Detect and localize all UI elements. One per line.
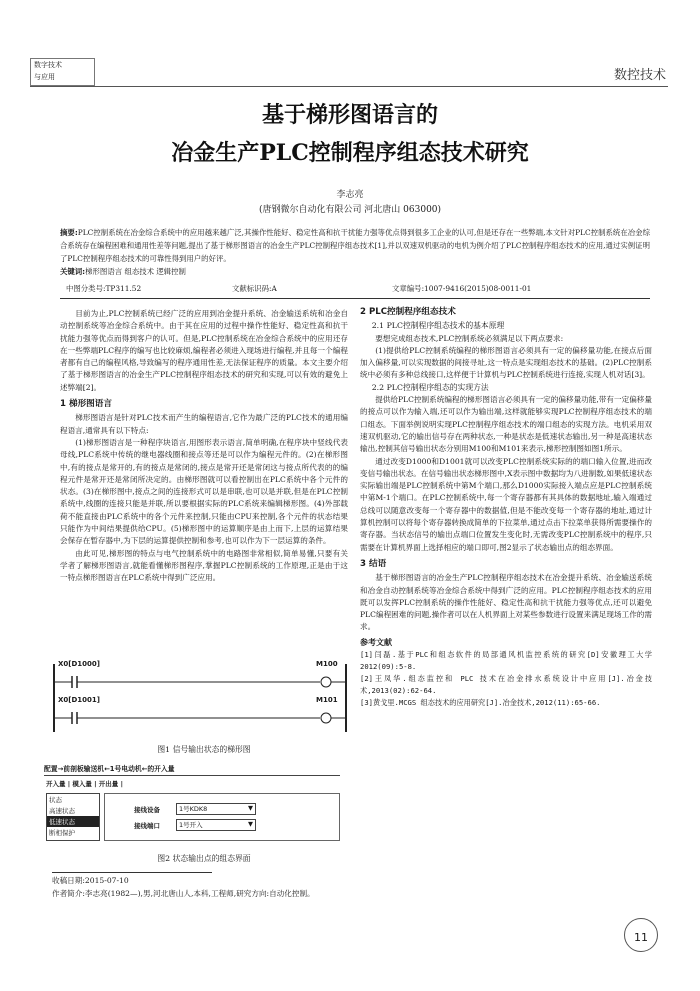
abstract [60, 226, 650, 278]
author-bio: 作者简介:李志亮(1982—),男,河北唐山人,本科,工程师,研究方向:自动化控制。 [52, 889, 315, 898]
config-tab-strip[interactable]: 开入量 | 模入量 | 开出量 | [46, 780, 123, 788]
status-list-item-selected[interactable]: 低速状态 [47, 816, 99, 827]
reference-list [360, 649, 652, 709]
section-label: 数控技术 [613, 68, 666, 83]
left-column [60, 308, 348, 585]
config-title-rule [44, 775, 340, 776]
rung2-coil [321, 713, 331, 723]
meta-rule [60, 298, 650, 299]
keywords: 梯形图语言 组态技术 逻辑控制 [85, 267, 186, 276]
title-line1: 基于梯形图语言的 [261, 102, 438, 128]
section1-paragraph1: 梯形图语言是针对PLC技术而产生的编程语言,它作为最广泛的PLC技术的通用编程语言,通常具有以下特点: [60, 413, 348, 435]
section2-2-paragraph1: 提供给PLC控制系统编程的梯形图语言必须具有一定的偏移量功能,带有一定偏移量的接点可以作为输入端,还可以作为输出端,这样就能够实现PLC控制程序组态技术的端口组态。下面举例说明实现PLC控制程序组态技术的端口组态的实现方法。电机采用双速双机驱动,它的输出信号存在两种状态,一种是状态是低速状态输出,另一种是高速状态输出,控制其信号输出状态分别用M100和M101来表示,梯形控制图如图1所示。 [360, 395, 652, 454]
section2-2-heading: 2.2 PLC控制程序组态的实现方法 [371, 382, 489, 392]
config-window-title: 配置→前剖板输送机←1号电动机←的开入量 [44, 765, 175, 773]
wiring-panel [104, 793, 340, 841]
reference-item: [2]王凤华.组态监控和 PLC 技术在冶金排水系统设计中应用[J].冶金技术,2013(02):62-64. [360, 674, 652, 696]
abstract-text: PLC控制系统在冶金综合系统中的应用越来越广泛,其操作性能好、稳定性高和抗干扰能力强等优点得到很多工企业的认可,但是还存在一些弊端,本文针对PLC控制系统在冶金综合系统存在编程困难和通用性差等问题,提出了基于梯形图语言的冶金生产PLC控制程序组态技术[1],并以双速双机驱动的电机为例介绍了PLC控制程序组态技术的应用,通过实例证明了PLC控制程序组态技术的可靠性得到用户的好评。 [60, 228, 650, 263]
clc-number: 中图分类号:TP311.52 [66, 284, 142, 293]
status-list[interactable] [46, 793, 100, 841]
port-select-value: 1号开入 [179, 821, 203, 829]
device-select-value: 1号KDK8 [179, 805, 208, 813]
keywords-label: 关键词: [60, 267, 86, 276]
status-list-item[interactable]: 状态 [49, 796, 62, 804]
references-heading: 参考文献 [360, 637, 392, 647]
header-rule [30, 86, 668, 87]
section3-heading: 3 结语 [360, 558, 387, 569]
doc-code: 文献标识码:A [232, 284, 277, 293]
rung1-input-label: X0[D1000] [58, 660, 100, 668]
status-list-item[interactable]: 断相保护 [49, 829, 75, 837]
journal-line1: 数字技术 [34, 61, 62, 69]
device-select[interactable] [176, 803, 256, 815]
section2-2-paragraph2: 通过改变D1000和D1001就可以改变PLC控制系统实际的的端口输入位置,进而改变信号输出状态。在信号输出状态梯形图中,X表示图中数据均为八进制数,如果低速状态实际输出端是PLC控制系统中第M个端口,那么D1000实际接入端点应是PLC控制系统中第M-1个端口。在PLC控制系统中,每一个寄存器都有其具体的数据地址,输入端通过总线可以随意改变每一个寄存器中的数据值,但是不能改变每一个寄存器的地址,通过计算机控制可以将每个寄存器转换成简单的下拉菜单,通过点击下拉菜单获得所需要操作的寄存器。当状态信号的输出点端口位置发生变化时,无需改变PLC控制系统中的程序,只需要在计算机界面上选择相应的端口即可,图2显示了状态输出点的组态界面。 [360, 456, 652, 552]
rung2-input-label: X0[D1001] [58, 696, 100, 704]
rung1-coil [321, 677, 331, 687]
chevron-down-icon: ▼ [248, 820, 253, 828]
author-name: 李志亮 [336, 190, 364, 200]
figure2-caption: 图2 状态输出点的组态界面 [157, 854, 251, 863]
port-label: 接线端口 [134, 822, 160, 830]
port-select[interactable] [176, 819, 256, 831]
article-number: 文章编号:1007-9416(2015)08-0011-01 [392, 284, 532, 293]
journal-logo-box [30, 58, 95, 86]
figure2-config-screen [42, 763, 342, 851]
section2-1-paragraph1: 要想完成组态技术,PLC控制系统必须满足以下两点要求: [375, 333, 564, 343]
section1-paragraph2: (1)梯形图语言是一种程序块语言,用图形表示语言,简单明确,在程序块中竖线代表母线,PLC系统中传统的继电器线圈和接点等还是可以作为编程元件的。(2)在梯形图中,有的接点是常开的,有的接点是常闭的,接点是常开还是常闭这与接点所代表的的编程元件是常开还是常闭所决定的。由梯形图就可以看控制出在PLC系统中各个元件的状态。(3)在梯形图中,接点之间的连接形式可以是串联,也可以是并联,但是在PLC控制系统中,线圈的连接只能是并联,所以要根据实际的PLC系统来编辑梯形图。(4)外部载荷不能直接由PLC系统中的各个元件来控制,只能由CPU来控制,各个元件的状态结果只能作为中间结果提供给CPU。(5)梯形图中的运算顺序是由上而下,上层的运算结果会保存在暂存器中,为下层的运算提供控制和参考,也可以作为下一层运算的条件。 [60, 437, 348, 546]
section1-paragraph3: 由此可见,梯形图的特点与电气控制系统中的电路图非常相似,简单易懂,只要有关学者了解梯形图语言,就能看懂梯形图程序,掌握PLC控制系统的工作原理,正是由于这一特点梯形图语言在PLC系统中得到广泛应用。 [60, 548, 348, 583]
figure1-caption: 图1 信号输出状态的梯形图 [157, 745, 251, 754]
reference-item: [1]闫磊.基于PLC和组态软件的局部通风机监控系统的研究[D]安徽理工大学 2012(09):5-8. [360, 650, 652, 672]
journal-line2: 与应用 [34, 73, 55, 81]
received-date: 收稿日期:2015-07-10 [52, 876, 129, 885]
page-number: 11 [624, 918, 658, 952]
section3-paragraph: 基于梯形图语言的冶金生产PLC控制程序组态技术在冶金提升系统、冶金输送系统和冶金自动控制系统等冶金综合系统中得到广泛的应用。PLC控制程序组态技术的应用既可以发挥PLC控制系统的操作性能好、稳定性高和抗干扰能力强等优点,还可以避免PLC编程困难的问题,操作者可以在人机界面上对某些参数进行设置来满足现场工作的需求。 [360, 573, 652, 632]
chevron-down-icon: ▼ [248, 804, 253, 812]
section2-heading: 2 PLC控制程序组态技术 [360, 307, 456, 317]
section1-heading: 1 梯形图语言 [60, 399, 112, 410]
right-column [360, 306, 652, 709]
section2-1-paragraph2: (1)提供给PLC控制系统编程的梯形图语言必须具有一定的偏移量功能,在接点后面加入偏移量,可以实现数据的间接寻址,这一特点是实现组态技术的基础。(2)PLC控制系统中必须有多种总线接口,这样便于计算机与PLC控制系统进行连接,实现人机对话[3]。 [360, 345, 652, 380]
device-label: 接线设备 [134, 806, 160, 814]
reference-item: [3]黄戈里.MCGS 组态技术的应用研究[J].冶金技术,2012(11):65-66. [360, 698, 601, 708]
figure1-ladder-diagram [50, 660, 350, 740]
intro-paragraph: 目前为止,PLC控制系统已经广泛的应用到冶金提升系统、冶金输送系统和冶金自动控制系统等冶金综合系统中。由于其在应用的过程中操作性能好、稳定性高和抗干扰能力强等优点而得到客户的认可。但是,PLC控制系统在冶金综合系统中的应用还存在一些弊端PLC程序的编写也比较麻烦,编程者必须进入现场进行编程,并且每一个编程者都有自己的编程风格,导致编写的程序通用性差,无法保证程序的质量。本文主要介绍了基于梯形图语言的冶金生产PLC控制程序组态技术的研究和实现,可以有效的避免上述弊端[2]。 [60, 309, 348, 392]
rung1-output-label: M100 [316, 660, 338, 668]
author-affiliation: (唐钢微尔自动化有限公司 河北唐山 063000) [258, 205, 442, 215]
status-list-item[interactable]: 高速状态 [49, 807, 75, 815]
section2-1-heading: 2.1 PLC控制程序组态技术的基本原理 [371, 321, 505, 331]
abstract-label: 摘要: [60, 228, 78, 237]
footnote-rule [52, 872, 212, 873]
rung2-output-label: M101 [316, 696, 338, 704]
title-line2: 冶金生产PLC控制程序组态技术研究 [171, 140, 529, 166]
